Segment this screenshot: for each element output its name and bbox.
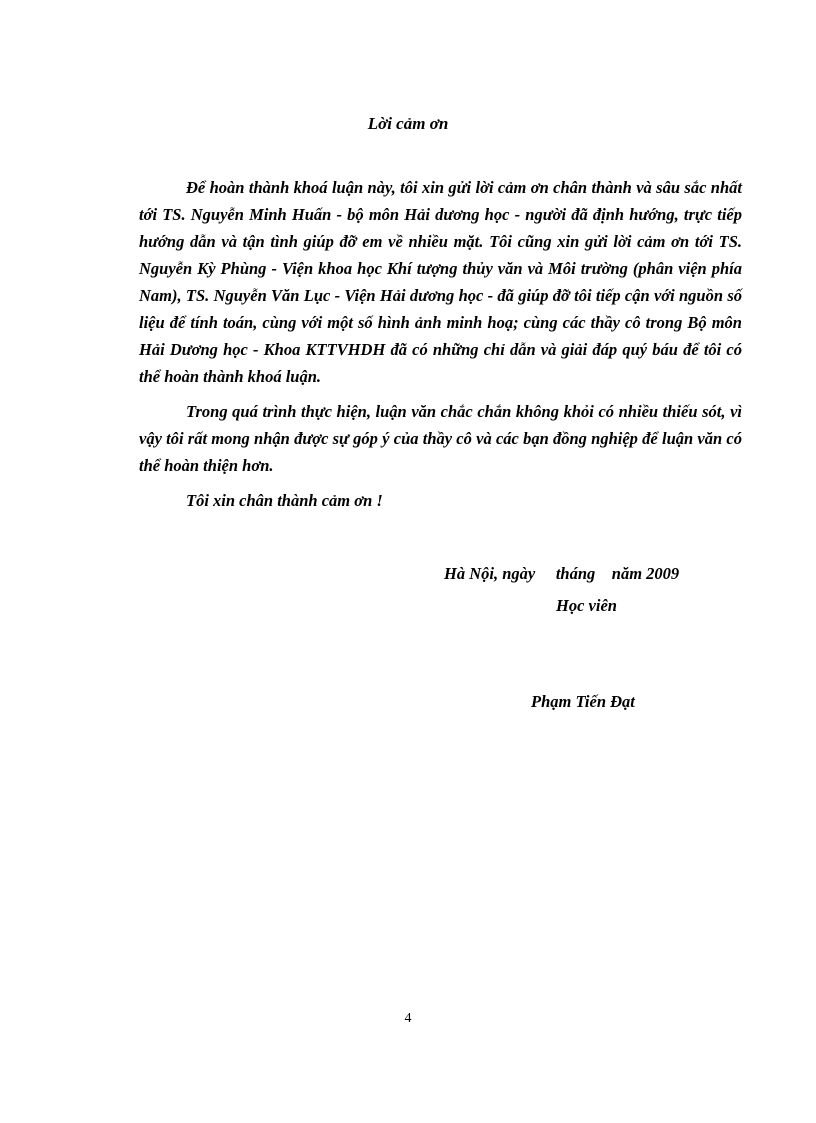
paragraph-2: Trong quá trình thực hiện, luận văn chắc chắn không khỏi có nhiều thiếu sót, vì vậy tôi rất mong nhận được sự góp ý của thầy cô và các bạn đồng nghiệp để luận văn có thể hoàn thiện hơn.	[139, 402, 742, 475]
page-number: 4	[404, 1011, 412, 1026]
page-title: Lời cảm ơn	[367, 114, 449, 133]
acknowledgement-body	[139, 174, 742, 522]
date-line: Hà Nội, ngày tháng năm 2009	[444, 564, 680, 583]
signer-role: Học viên	[556, 596, 617, 615]
paragraph-3: Tôi xin chân thành cảm ơn !	[186, 491, 383, 510]
paragraph-1: Để hoàn thành khoá luận này, tôi xin gửi lời cảm ơn chân thành và sâu sắc nhất tới TS. Nguyễn Minh Huấn - bộ môn Hải dương học - người đã định hướng, trực tiếp hướng dẫn và tận tình giúp đỡ em về nhiều mặt. Tôi cũng xin gửi lời cảm ơn tới TS. Nguyễn Kỳ Phùng - Viện khoa học Khí tượng thủy văn và Môi trường (phân viện phía Nam), TS. Nguyễn Văn Lục - Viện Hải dương học - đã giúp đỡ tôi tiếp cận với nguồn số liệu để tính toán, cùng với một số hình ảnh minh hoạ; cùng các thầy cô trong Bộ môn Hải Dương học - Khoa KTTVHDH đã có những chỉ dẫn và giải đáp quý báu để tôi có thể hoàn thành khoá luận.	[139, 178, 742, 386]
signer-name: Phạm Tiến Đạt	[531, 692, 635, 711]
